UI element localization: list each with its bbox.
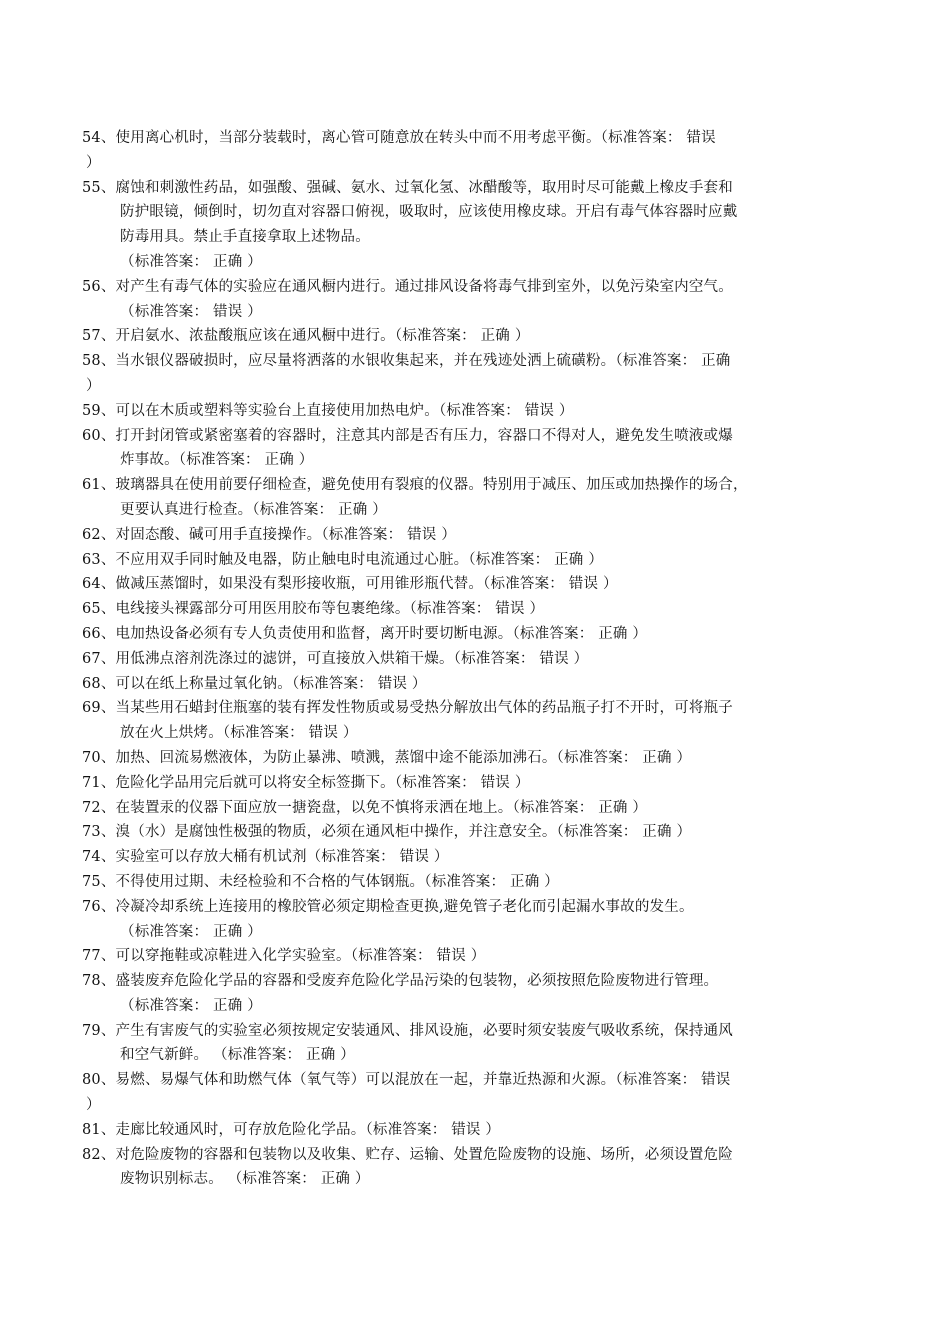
text-line (0, 746, 950, 771)
text-line (0, 176, 950, 201)
line-text: 72、在装置汞的仪器下面应放一搪瓷盘，以免不慎将汞洒在地上。（标准答案： 正确 ） (82, 799, 648, 816)
text-line (0, 1093, 950, 1118)
text-line (0, 1118, 950, 1143)
text-line (0, 622, 950, 647)
line-text: ） (86, 377, 101, 394)
line-text: 和空气新鲜。 （标准答案： 正确 ） (120, 1047, 355, 1064)
line-text: （标准答案： 正确 ） (120, 253, 262, 270)
text-line (0, 771, 950, 796)
text-line (0, 126, 950, 151)
line-text: ） (86, 1097, 101, 1114)
line-text: 55、腐蚀和刺激性药品，如强酸、强碱、氨水、过氧化氢、冰醋酸等，取用时尽可能戴上橡皮手套和 (82, 179, 733, 196)
line-text: 78、盛装废弃危险化学品的容器和受废弃危险化学品污染的包装物，必须按照危险废物进行管理。 (82, 973, 719, 990)
text-line (0, 672, 950, 697)
line-text: 放在火上烘烤。（标准答案： 错误 ） (120, 725, 358, 742)
line-text: 82、对危险废物的容器和包装物以及收集、贮存、运输、处置危险废物的设施、场所，必须设置危险 (82, 1146, 733, 1163)
text-line (0, 151, 950, 176)
text-line (0, 820, 950, 845)
text-line (0, 572, 950, 597)
text-line (0, 1143, 950, 1168)
text-line (0, 796, 950, 821)
text-line (0, 1167, 950, 1192)
line-text: 68、可以在纸上称量过氧化钠。（标准答案： 错误 ） (82, 675, 427, 692)
line-text: 防护眼镜，倾倒时，切勿直对容器口俯视，吸取时，应该使用橡皮球。开启有毒气体容器时应戴 (120, 204, 738, 221)
line-text: 炸事故。（标准答案： 正确 ） (120, 452, 314, 469)
line-text: 更要认真进行检查。（标准答案： 正确 ） (120, 501, 387, 518)
line-text: 74、实验室可以存放大桶有机试剂（标准答案： 错误 ） (82, 849, 449, 866)
line-text: 79、产生有害废气的实验室必须按规定安装通风、排风设施，必要时须安装废气吸收系统，保持通风 (82, 1022, 733, 1039)
line-text: 73、溴（水）是腐蚀性极强的物质，必须在通风柜中操作，并注意安全。（标准答案： 正确 ） (82, 824, 692, 841)
text-line (0, 275, 950, 300)
line-text: 废物识别标志。 （标准答案： 正确 ） (120, 1171, 370, 1188)
line-text: 77、可以穿拖鞋或凉鞋进入化学实验室。（标准答案： 错误 ） (82, 948, 486, 965)
line-text: （标准答案： 错误 ） (120, 303, 262, 320)
line-text: 80、易燃、易爆气体和助燃气体（氧气等）可以混放在一起，并靠近热源和火源。（标准答案： 错误 (82, 1072, 731, 1089)
line-text: 62、对固态酸、碱可用手直接操作。（标准答案： 错误 ） (82, 526, 457, 543)
text-line (0, 1043, 950, 1068)
text-line (0, 994, 950, 1019)
text-line (0, 647, 950, 672)
line-text: （标准答案： 正确 ） (120, 923, 262, 940)
text-line (0, 845, 950, 870)
text-line (0, 349, 950, 374)
text-line (0, 1068, 950, 1093)
text-line (0, 1019, 950, 1044)
line-text: 69、当某些用石蜡封住瓶塞的装有挥发性物质或易受热分解放出气体的药品瓶子打不开时，可将瓶子 (82, 700, 733, 717)
text-line (0, 324, 950, 349)
text-line (0, 895, 950, 920)
text-line (0, 969, 950, 994)
line-text: 81、走廊比较通风时，可存放危险化学品。（标准答案： 错误 ） (82, 1121, 501, 1138)
text-line (0, 374, 950, 399)
line-text: 61、玻璃器具在使用前要仔细检查，避免使用有裂痕的仪器。特别用于减压、加压或加热操作的场合， (82, 477, 748, 494)
text-line (0, 721, 950, 746)
text-line (0, 225, 950, 250)
line-text: 76、冷凝冷却系统上连接用的橡胶管必须定期检查更换,避免管子老化而引起漏水事故的发生。 (82, 898, 694, 915)
line-text: 65、电线接头裸露部分可用医用胶布等包裹绝缘。（标准答案： 错误 ） (82, 601, 545, 618)
line-text: 64、做减压蒸馏时，如果没有梨形接收瓶，可用锥形瓶代替。（标准答案： 错误 ） (82, 576, 618, 593)
text-line (0, 250, 950, 275)
line-text: ） (86, 154, 101, 171)
text-line (0, 473, 950, 498)
text-line (0, 399, 950, 424)
line-text: 66、电加热设备必须有专人负责使用和监督，离开时要切断电源。（标准答案： 正确 ） (82, 625, 648, 642)
line-text: 63、不应用双手同时触及电器，防止触电时电流通过心脏。（标准答案： 正确 ） (82, 551, 604, 568)
line-text: 58、当水银仪器破损时，应尽量将洒落的水银收集起来，并在残迹处洒上硫磺粉。（标准答案： 正确 (82, 353, 731, 370)
text-line (0, 523, 950, 548)
line-text: 56、对产生有毒气体的实验应在通风橱内进行。通过排风设备将毒气排到室外，以免污染室内空气。 (82, 278, 733, 295)
text-line (0, 597, 950, 622)
line-text: 54、使用离心机时，当部分装载时，离心管可随意放在转头中而不用考虑平衡。（标准答案： 错误 (82, 130, 716, 146)
text-line (0, 200, 950, 225)
line-text: 67、用低沸点溶剂洗涤过的滤饼，可直接放入烘箱干燥。（标准答案： 错误 ） (82, 650, 589, 667)
text-line (0, 548, 950, 573)
line-text: 59、可以在木质或塑料等实验台上直接使用加热电炉。（标准答案： 错误 ） (82, 402, 574, 419)
text-line (0, 498, 950, 523)
line-text: （标准答案： 正确 ） (120, 997, 262, 1014)
text-line (0, 696, 950, 721)
line-text: 71、危险化学品用完后就可以将安全标签撕下。（标准答案： 错误 ） (82, 774, 530, 791)
line-text: 防毒用具。禁止手直接拿取上述物品。 (120, 229, 370, 246)
document-body (0, 126, 950, 1192)
text-line (0, 920, 950, 945)
text-line (0, 448, 950, 473)
line-text: 60、打开封闭管或紧密塞着的容器时，注意其内部是否有压力，容器口不得对人，避免发生喷液或爆 (82, 427, 733, 444)
text-line (0, 424, 950, 449)
line-text: 75、不得使用过期、未经检验和不合格的气体钢瓶。（标准答案： 正确 ） (82, 873, 559, 890)
text-line (0, 300, 950, 325)
line-text: 57、开启氨水、浓盐酸瓶应该在通风橱中进行。（标准答案： 正确 ） (82, 328, 530, 345)
text-line (0, 870, 950, 895)
text-line (0, 944, 950, 969)
line-text: 70、加热、回流易燃液体，为防止暴沸、喷溅，蒸馏中途不能添加沸石。（标准答案： 正确 ） (82, 749, 692, 766)
